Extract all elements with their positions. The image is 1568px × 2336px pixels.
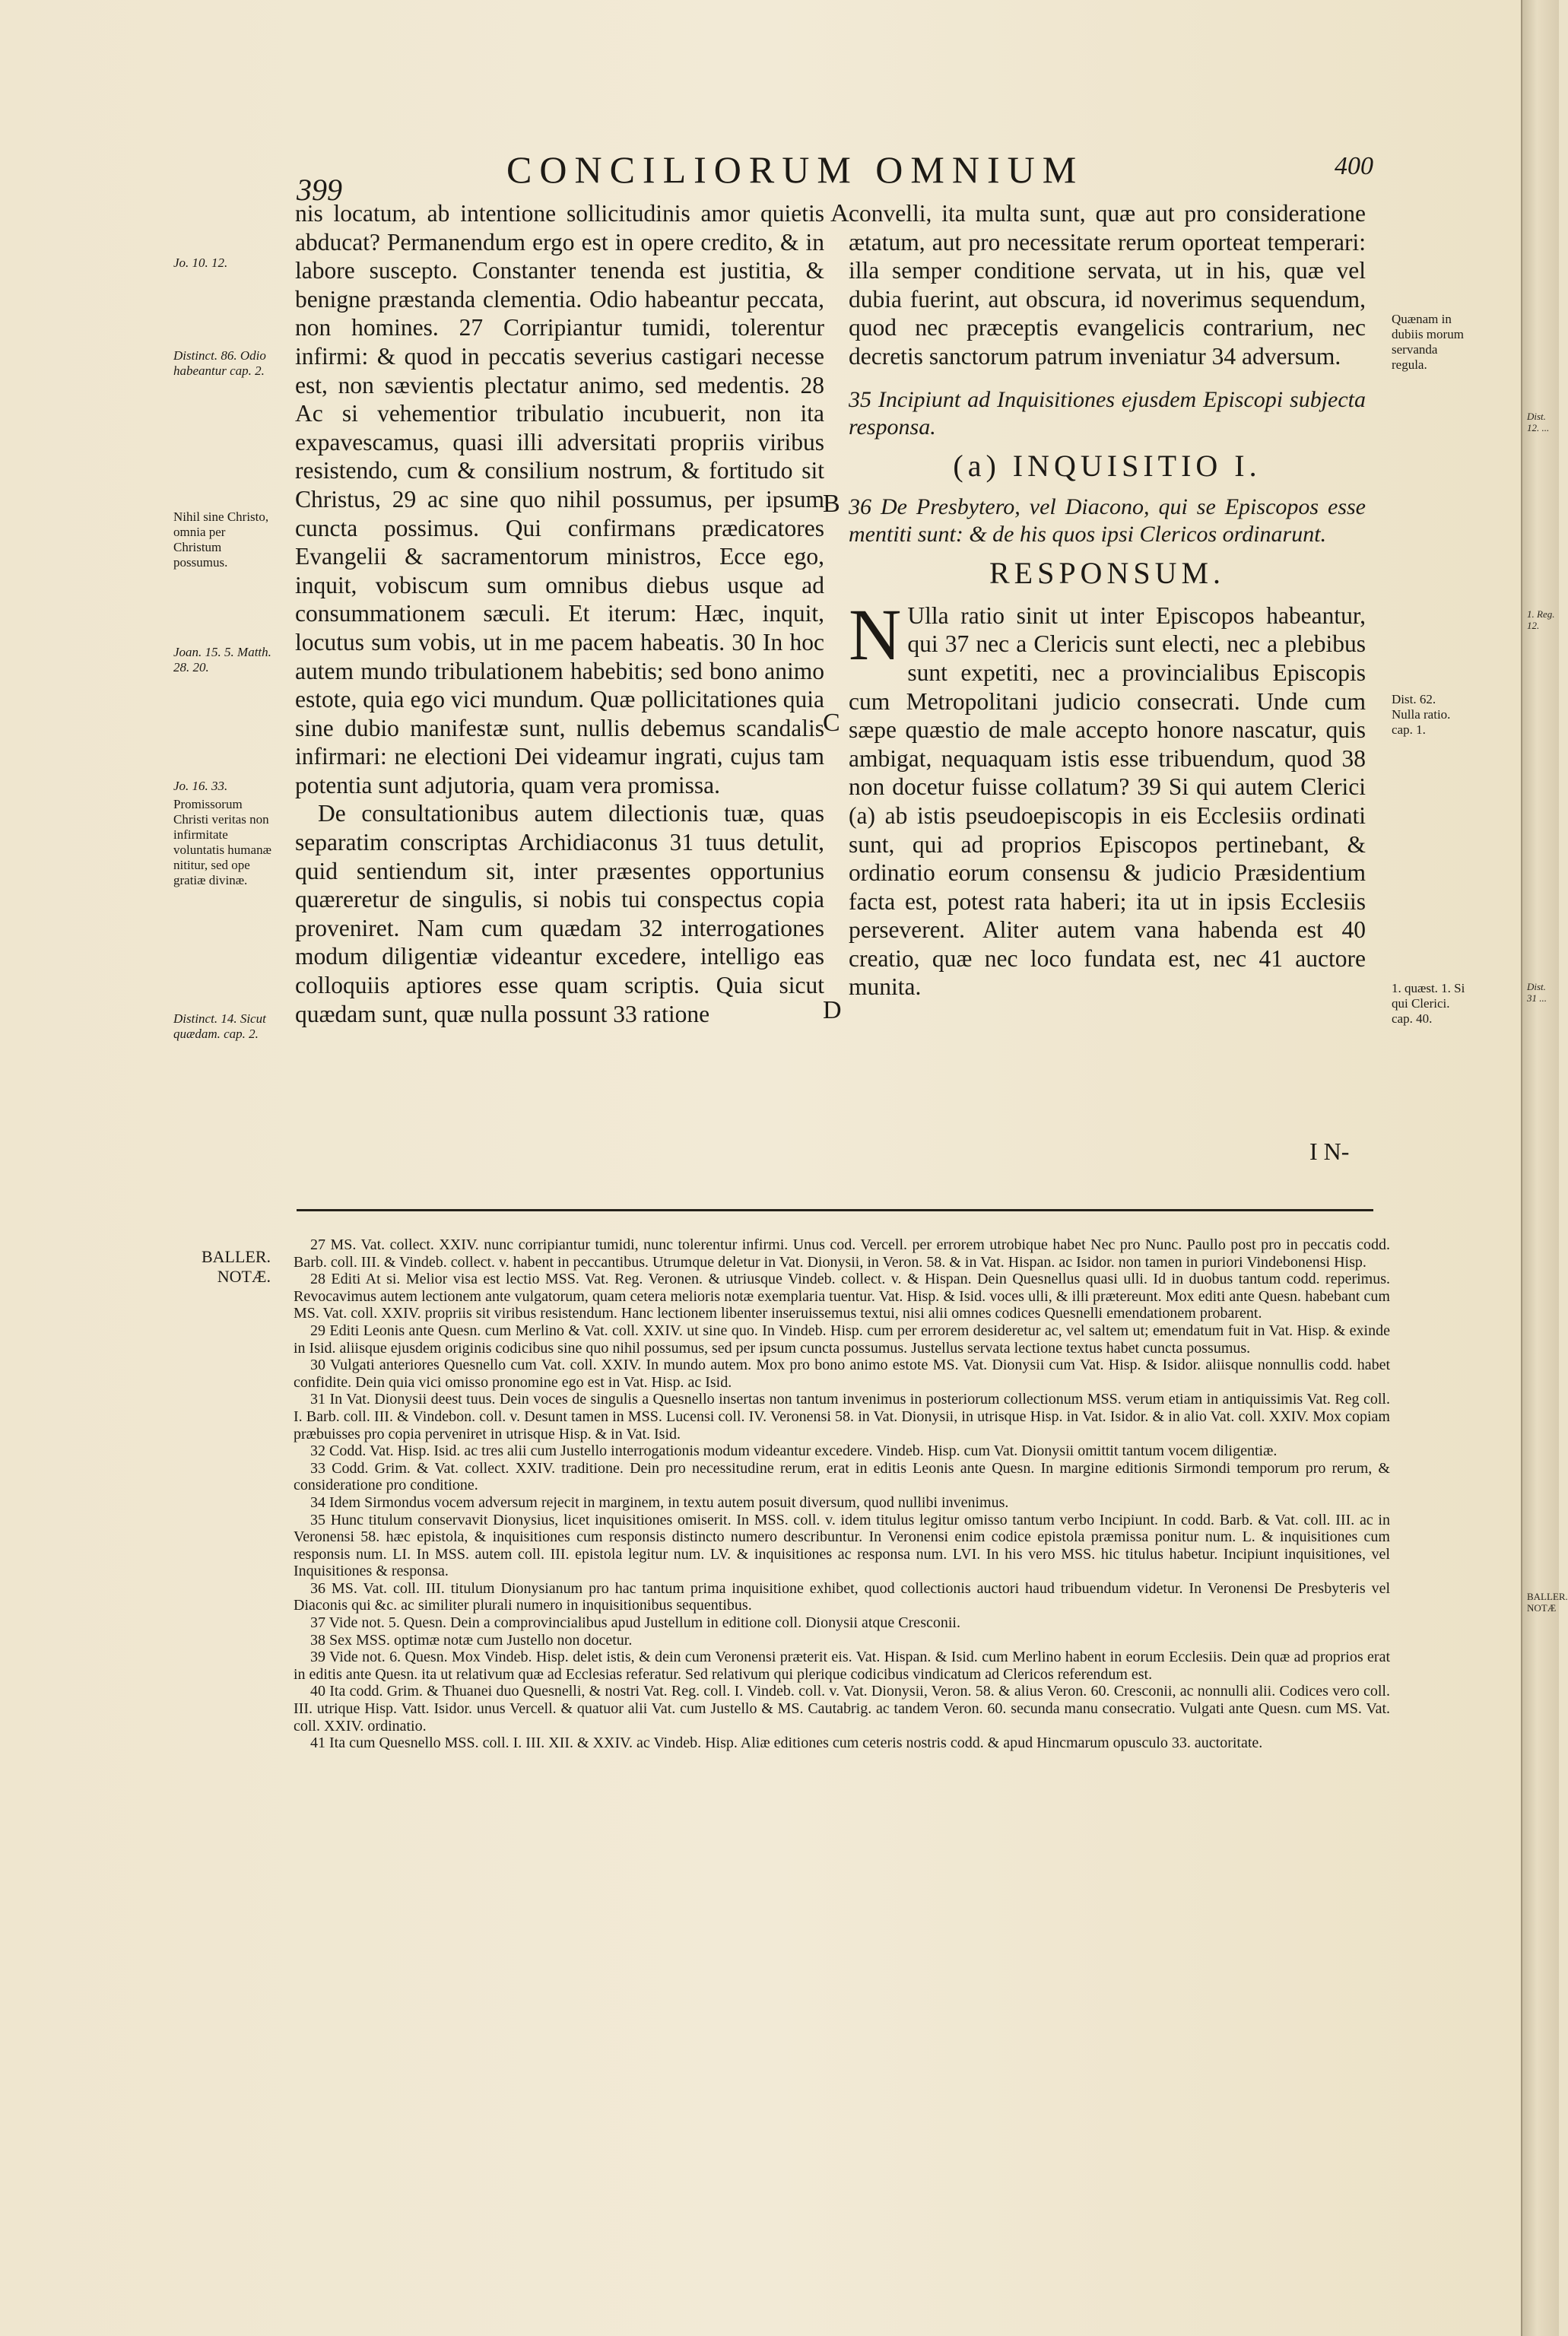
separator-rule: [297, 1209, 1373, 1211]
left-column: [295, 199, 824, 1028]
body-paragraph: nis locatum, ab intentione sollicitudinis amor quietis abducat? Permanendum ergo est in opere credito, & in labore suscepto. Constanter tenenda est justitia, & benigne præstanda clementia. Odio habeantur peccata, non homines. 27 Corripiantur tumidi, tolerentur infirmi: & quod in peccatis severius castigari necesse est, non sævientis plectatur animo, sed medentis. 28 Ac si vehementior tribulatio incubuerit, non ita expavescamus, quasi illi adversitati propriis viribus resistendo, cum & consilium nostrum, & fortitudo sit Christus, 29 ac sine quo nihil possumus, per ipsum cuncta possimus. Qui confirmans prædicatores Evangelii & sacramentorum ministros, Ecce ego, inquit, vobiscum sum omnibus diebus usque ad consummationem sæculi. Et iterum: Hæc, inquit, locutus sum vobis, ut in me pacem habeatis. 30 In hoc autem mundo tribulationem habebitis; sed bono animo estote, quia ego vici mundum. Quæ pollicitationes quia sine dubio manifestæ sunt, nullis debemus scandalis infirmari: ne electioni Dei videamur ingrati, cujus tam potentia sunt adjutoria, quam vera promissa.: [295, 200, 824, 798]
section-heading: RESPONSUM.: [989, 556, 1226, 591]
gutter-note: BALLER. NOTÆ: [1527, 1591, 1568, 1614]
gutter-note: Dist. 31 ...: [1527, 981, 1547, 1004]
margin-note: Distinct. 14. Sicut quædam. cap. 2.: [173, 1011, 266, 1041]
footnote: 31 In Vat. Dionysii deest tuus. Dein voces de singulis a Quesnello insertas non tantum invenimus in posteriorum collectionum MSS. verum etiam in antiquissimis Vat. Reg coll. I. Barb. coll. III. & Vindebon. coll. v. Desunt tamen in MSS. Lucensi coll. IV. Veronensi 58. in Vat. Dionysii, in utrisque Hisp. in Vat. Isidor. & in alio Vat. coll. XXIV. Mox copiam præbuisses pro copia perveniret in utrisque Hisp. & in Vat. Isid.: [294, 1391, 1390, 1443]
footnote: 34 Idem Sirmondus vocem adversum rejecit in marginem, in textu autem posuit diversum, quod nullibi invenimus.: [310, 1493, 1009, 1511]
gutter-note: 1. Reg. 12.: [1527, 608, 1555, 631]
footnote: 30 Vulgati anteriores Quesnello cum Vat. coll. XXIV. In mundo autem. Mox pro bono animo estote MS. Vat. Dionysii cum Vat. Hisp. & Isidor. aliisque nonnullis codd. habet confidite. Dein quia vici omisso pronomine ego est in Vat. Hisp. ac Isid.: [294, 1357, 1390, 1391]
catchword: I N-: [1309, 1138, 1350, 1165]
body-paragraph: convelli, ita multa sunt, quæ aut pro consideratione ætatum, aut pro necessitate rerum oporteat temperari: illa semper conditione servata, ut in his, quæ vel dubia fuerint, aut obscura, id noverimus sequendum, quod nec præceptis evangelicis contrarium, nec decretis sanctorum patrum inveniatur 34 adversum.: [849, 200, 1366, 370]
footnote: 27 MS. Vat. collect. XXIV. nunc corripiantur tumidi, nunc tolerentur infirmi. Unus cod. Vercell. per errorem utrobique habet Nec pro Nunc. Paullo post pro in peccatis codd. Barb. coll. III. & Vindeb. collect. v. habent in peccantibus. Utrumque deletur in Vat. Dionysii, in Veron. 58. & in Vat. Hispan. ac Isidor. non tamen in puriori Vindebonensi Hisp.: [294, 1236, 1390, 1271]
body-paragraph: De consultationibus autem dilectionis tuæ, quas separatim conscriptas Archidiaconus 31 tuus detulit, quid sentiendum sit, inter præsentes opportunius quæreretur de singulis, si nobis tui conspectus copia proveniret. Nam cum quædam 32 interrogationes modum diligentiæ videantur excedere, intelligo eas colloquiis aptiores esse quam scriptis. Quia sicut quædam sunt, quæ nulla possunt 33 ratione: [295, 800, 824, 1027]
page-number-right: 400: [1335, 152, 1373, 180]
footnote: 29 Editi Leonis ante Quesn. cum Merlino & Vat. coll. XXIV. ut sine quo. In Vindeb. Hisp. cum per errorem desideretur ac, vel saltem ut; emendatum fuit in Vat. Hisp. & exinde in Isid. aliisque ejusdem originis codicibus sine quo nihil possumus, sed per ipsum cuncta possumus. Justellus servata lectione textus habet cuncta possumus.: [294, 1322, 1390, 1357]
footnote: 40 Ita codd. Grim. & Thuanei duo Quesnelli, & nostri Vat. Reg. coll. I. Vindeb. coll. v. Vat. Dionysii, Veron. 58. & alius Veron. 60. Cresconii, ac nonnulli alii. Codices vero coll. III. utrique Hisp. Vatt. Isidor. unus Vercell. & quatuor alii Vat. cum Justello & MS. Cautabrig. ac tandem Veron. 60. secunda manu consecratio. Vulgati ante Quesn. cum MS. Vat. coll. XXIV. ordinatio.: [294, 1683, 1390, 1735]
running-title: CONCILIORUM OMNIUM: [506, 148, 1084, 191]
gutter-note: Dist. 12. ...: [1527, 411, 1550, 433]
section-letter: B: [823, 490, 840, 518]
footnote: 36 MS. Vat. coll. III. titulum Dionysianum pro hac tantum prima inquisitione exhibet, quod collectionis auctori haud tribuendum videtur. In Veronensi De Presbyteris vel Diaconis qui &c. ac similiter plurali numero in inquisitionibus sequentibus.: [294, 1579, 1390, 1614]
margin-note: 1. quæst. 1. Si qui Clerici. cap. 40.: [1392, 981, 1465, 1026]
section-letter: C: [823, 709, 840, 737]
body-paragraph: [849, 593, 1366, 1001]
margin-note: Jo. 10. 12.: [173, 256, 228, 270]
footnote: 41 Ita cum Quesnello MSS. coll. I. III. XII. & XXIV. ac Vindeb. Hisp. Aliæ editiones cum ceteris nostris codd. & apud Hincmarum opusculo 33. auctoritate.: [310, 1735, 1263, 1752]
margin-note: Nihil sine Christo, omnia per Christum possumus.: [173, 509, 269, 570]
margin-note: Jo. 16. 33.: [173, 779, 228, 793]
section-letter: A: [830, 199, 849, 227]
footnote: 32 Codd. Vat. Hisp. Isid. ac tres alii cum Justello interrogationis modum videantur excedere. Vindeb. Hisp. cum Vat. Dionysii omittit tantum vocem diligentiæ.: [310, 1443, 1278, 1460]
right-column: [849, 199, 1366, 1001]
page-number-left: 399: [297, 173, 342, 207]
rubric: 35 Incipiunt ad Inquisitiones ejusdem Episcopi subjecta responsa.: [849, 386, 1366, 440]
facing-page-edge: [1521, 0, 1568, 2336]
margin-note: Distinct. 86. Odio habeantur cap. 2.: [173, 348, 266, 378]
drop-cap: N: [849, 593, 902, 675]
footnote: 39 Vide not. 6. Quesn. Mox Vindeb. Hisp. delet istis, & dein cum Veronensi præterit eis. Vat. Hispan. & Isid. cum Merlino habent in eorum Ecclesiis. Dein quæ ad proprios erat in editis ante Quesn. ita ut relativum quæ ad Ecclesias referatur. Sed relativum qui plerique codicibus vindicatum ad Clericos referendum est.: [294, 1649, 1390, 1683]
margin-note: Promissorum Christi veritas non infirmitate voluntatis humanæ nititur, sed ope gratiæ divinæ.: [173, 797, 271, 887]
notes-heading: BALLER. NOTÆ.: [201, 1247, 271, 1286]
margin-note: Joan. 15. 5. Matth. 28. 20.: [173, 645, 271, 674]
margin-note: Quænam in dubiis morum servanda regula.: [1392, 312, 1464, 372]
rubric: 36 De Presbytero, vel Diacono, qui se Episcopos esse mentiti sunt: & de his quos ipsi Clericos ordinarunt.: [849, 494, 1366, 548]
margin-note: Dist. 62. Nulla ratio. cap. 1.: [1392, 692, 1451, 737]
footnote: 28 Editi At si. Melior visa est lectio MSS. Vat. Reg. Veronen. & utriusque Vindeb. collect. v. & Hispan. Dein Quesnellus quasi ulli. Id in duobus tantum codd. reperimus. Revocavimus autem lectionem ante vulgatorum, quam cetera melioris notæ exemplaria tuentur. Vat. Hisp. & Isid. voces ulli, & illi prætereunt. Mox editi ante Quesn. habebant cum MS. Vat. coll. XXIV. propriis sit viribus resistendum. Hanc lectionem libenter inseruissemus textui, nisi alii omnes codices Quesnelli emendationem probarent.: [294, 1271, 1390, 1322]
section-heading: (a) INQUISITIO I.: [953, 448, 1262, 483]
section-letter: D: [823, 996, 842, 1024]
footnotes: [294, 1236, 1390, 1752]
body-text: Ulla ratio sinit ut inter Episcopos habeantur, qui 37 nec a Clericis sunt electi, nec a plebibus sunt expetiti, nec a provincialibus Episcopis cum Metropolitani judicio consecrati. Unde cum sæpe quæstio de male accepto honore nascatur, quis ambigat, nequaquam istis esse tribuendum, quod 38 non docetur fuisse collatum? 39 Si qui autem Clerici (a) ab istis pseudoepiscopis in eis Ecclesiis ordinati sunt, qui ad proprios Episcopos pertinebant, & ordinatio eorum consensu & judicio Præsidentium facta est, potest rata haberi; ita ut in ipsis Ecclesiis perseverent. Aliter autem vana habenda est 40 creatio, quæ nec loco fundata est, nec 41 auctore munita.: [849, 601, 1366, 1001]
running-header: [0, 141, 1521, 207]
footnote: 37 Vide not. 5. Quesn. Dein a comprovincialibus apud Justellum in editione coll. Dionysii atque Cresconii.: [310, 1614, 960, 1632]
footnote: 35 Hunc titulum conservavit Dionysius, licet inquisitiones omiserit. In MSS. coll. v. idem titulus legitur omisso tantum verbo Incipiunt. In codd. Barb. & Vat. coll. III. ac in Veronensi 58. hæc epistola, & inquisitiones cum responsis distincto numero describuntur. In Veronensi enim codice epistola præmissa ponitur num. L. & inquisitiones cum responsis num. LI. In MSS. autem coll. III. epistola legitur num. LV. & inquisitiones ac responsa num. LVI. In his vero MSS. hic titulus habetur. Incipiunt inquisitiones, vel Inquisitiones & responsa.: [294, 1511, 1390, 1580]
footnote: 33 Codd. Grim. & Vat. collect. XXIV. traditione. Dein pro necessitudine rerum, erat in editis Leonis ante Quesn. In margine editionis Sirmondi temporum pro rerum, & consideratione pro conditione.: [294, 1459, 1390, 1494]
footnote: 38 Sex MSS. optimæ notæ cum Justello non docetur.: [310, 1631, 633, 1649]
